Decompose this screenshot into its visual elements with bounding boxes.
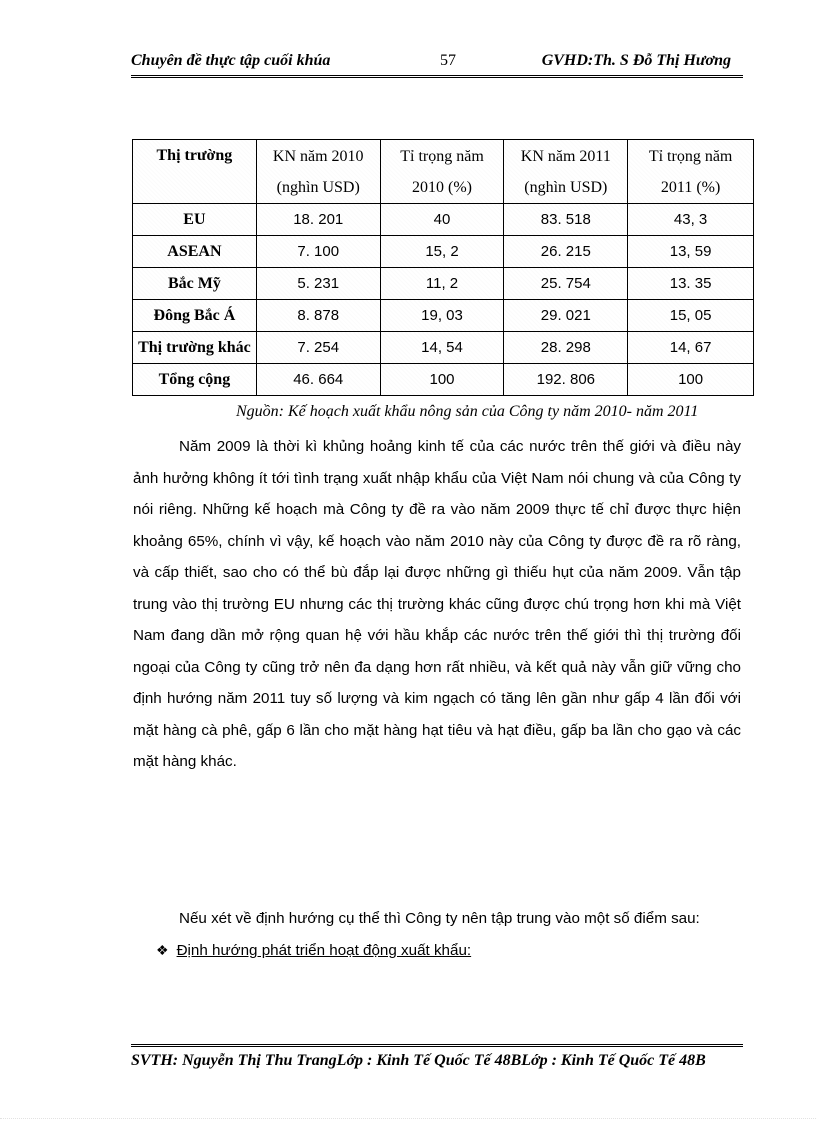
- table-source-caption: Nguồn: Kế hoạch xuất khẩu nông sản của Công ty năm 2010- năm 2011: [236, 403, 699, 420]
- cell-tt2011: 15, 05: [628, 300, 754, 332]
- cell-tt2011: 13, 59: [628, 236, 754, 268]
- table-row: [133, 268, 754, 300]
- cell-kn2010: 18. 201: [256, 204, 380, 236]
- table-row: [133, 332, 754, 364]
- cell-tt2010: 14, 54: [380, 332, 504, 364]
- cell-tt2011: 43, 3: [628, 204, 754, 236]
- cell-kn2011: 25. 754: [504, 268, 628, 300]
- cell-market: Bắc Mỹ: [133, 268, 257, 300]
- table-row: [133, 300, 754, 332]
- cell-tt2010: 19, 03: [380, 300, 504, 332]
- cell-tt2011: 14, 67: [628, 332, 754, 364]
- page-footer: SVTH: Nguyễn Thị Thu TrangLớp : Kinh Tế Quốc Tế 48BLớp : Kinh Tế Quốc Tế 48B: [131, 1052, 706, 1069]
- cell-kn2010: 46. 664: [256, 364, 380, 396]
- cell-kn2011: 28. 298: [504, 332, 628, 364]
- table-row: [133, 236, 754, 268]
- cell-tt2010: 40: [380, 204, 504, 236]
- body-paragraph: Năm 2009 là thời kì khủng hoảng kinh tế của các nước trên thế giới và điều này ảnh hưởng không ít tới tình trạng xuất nhập khẩu của Việt Nam nói chung và của Công ty nói riêng. Những kế hoạch mà Công ty đề ra vào năm 2009 thực tế chỉ được thực hiện khoảng 65%, chính vì vậy, kế hoạch vào năm 2010 này của Công ty được đề ra rõ ràng, và cấp thiết, sao cho có thể bù đắp lại được những gì thiếu hụt của năm 2009. Vẫn tập trung vào thị trường EU nhưng các thị trường khác cũng được chú trọng hơn khi mà Việt Nam đang dần mở rộng quan hệ với hầu khắp các nước trên thế giới thì thị trường đối ngoại của Công ty cũng trở nên đa dạng hơn rất nhiều, và kết quả này vẫn giữ vững cho định hướng năm 2011 tuy số lượng và kim ngạch có tăng lên gần như gấp 4 lần đối với mặt hàng cà phê, gấp 6 lần cho mặt hàng hạt tiêu và hạt điều, gấp ba lần cho gạo và các mặt hàng khác.: [133, 438, 741, 770]
- cell-kn2011: 29. 021: [504, 300, 628, 332]
- cell-kn2010: 8. 878: [256, 300, 380, 332]
- header-divider: [131, 75, 743, 78]
- bullet-item: [156, 942, 471, 959]
- cell-kn2011: 26. 215: [504, 236, 628, 268]
- diamond-bullet-icon: ❖: [156, 942, 169, 958]
- header-tt2011: Tỉ trọng năm 2011 (%): [628, 140, 754, 204]
- header-market: Thị trường: [133, 140, 257, 204]
- cell-kn2010: 7. 100: [256, 236, 380, 268]
- header-kn2010: KN năm 2010 (nghìn USD): [256, 140, 380, 204]
- cell-market: EU: [133, 204, 257, 236]
- focus-sentence: Nếu xét về định hướng cụ thể thì Công ty nên tập trung vào một số điểm sau:: [179, 910, 700, 927]
- header-title: Chuyên đề thực tập cuối khúa: [131, 52, 331, 69]
- table-header-row: [133, 140, 754, 204]
- header-supervisor: GVHD:Th. S Đỗ Thị Hương: [541, 52, 731, 69]
- cell-kn2010: 7. 254: [256, 332, 380, 364]
- table-row: [133, 204, 754, 236]
- bullet-text: Định hướng phát triển hoạt động xuất khẩu:: [176, 942, 472, 959]
- page-header: [131, 50, 743, 74]
- cell-market: Tổng cộng: [133, 364, 257, 396]
- table-total-row: [133, 364, 754, 396]
- cell-market: ASEAN: [133, 236, 257, 268]
- cell-tt2010: 11, 2: [380, 268, 504, 300]
- cell-kn2011: 192. 806: [504, 364, 628, 396]
- footer-divider: [131, 1044, 743, 1047]
- cell-market: Thị trường khác: [133, 332, 257, 364]
- header-tt2010: Tỉ trọng năm 2010 (%): [380, 140, 504, 204]
- cell-tt2011: 100: [628, 364, 754, 396]
- export-market-table: [132, 139, 754, 396]
- cell-market: Đông Bắc Á: [133, 300, 257, 332]
- cell-kn2011: 83. 518: [504, 204, 628, 236]
- cell-kn2010: 5. 231: [256, 268, 380, 300]
- header-kn2011: KN năm 2011 (nghìn USD): [504, 140, 628, 204]
- page-edge-divider: [0, 1118, 816, 1119]
- cell-tt2010: 15, 2: [380, 236, 504, 268]
- cell-tt2011: 13. 35: [628, 268, 754, 300]
- cell-tt2010: 100: [380, 364, 504, 396]
- page-number: 57: [440, 52, 456, 69]
